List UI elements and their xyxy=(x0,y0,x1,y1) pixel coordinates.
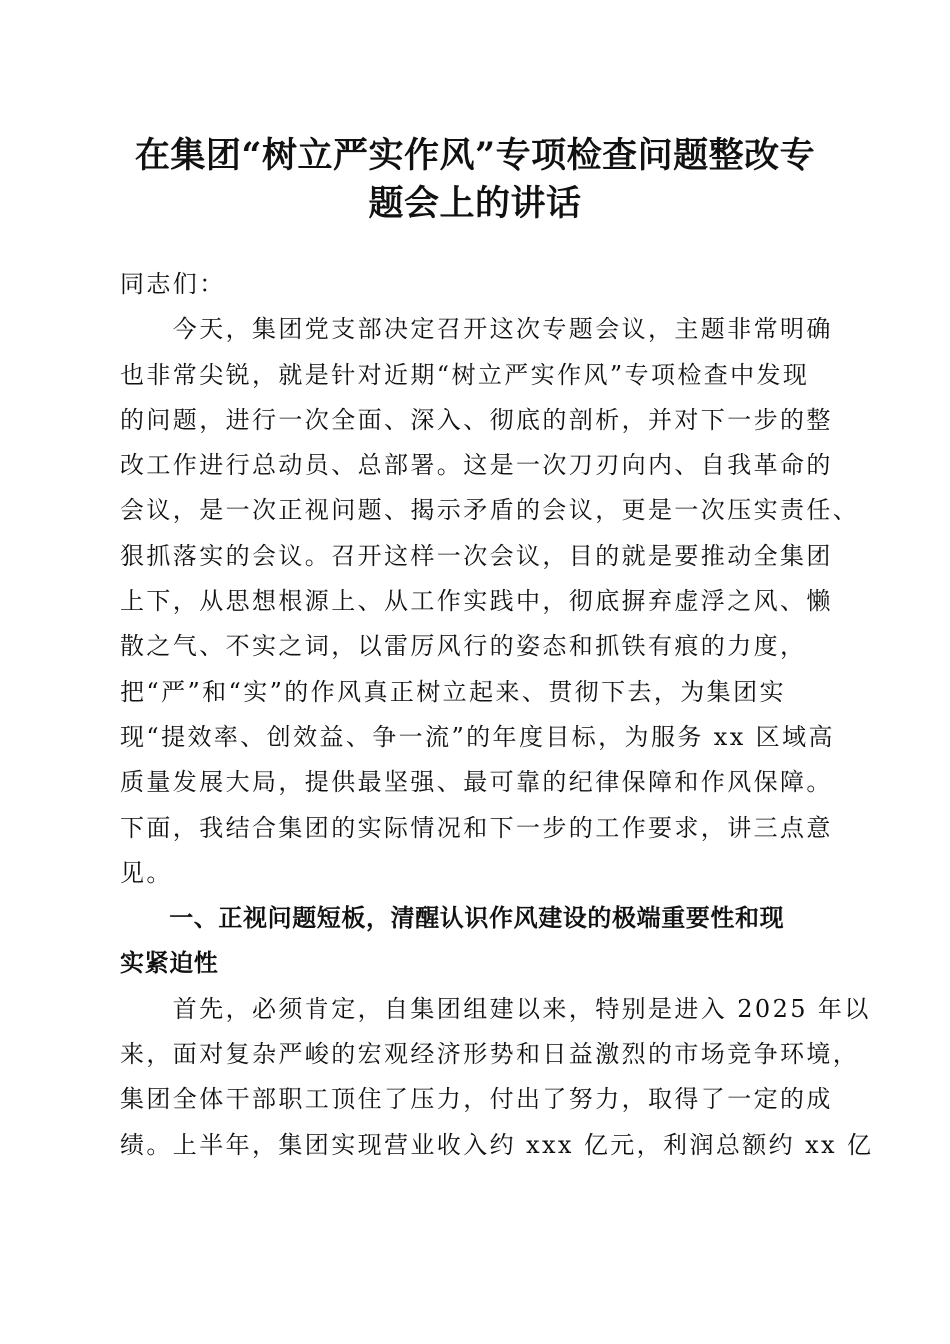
text-line: 狠抓落实的会议。召开这样一次会议，目的就是要推动全集团 xyxy=(120,541,833,570)
text-line: 现“提效率、创效益、争一流”的年度目标，为服务 xx 区域高 xyxy=(120,722,835,751)
text-line: 上下，从思想根源上、从工作实践中，彻底摒弃虚浮之风、懒 xyxy=(120,587,833,616)
paragraph-intro xyxy=(120,307,860,896)
document-body xyxy=(120,262,874,1168)
text-line: 质量发展大局，提供最坚强、最可靠的纪律保障和作风保障。 xyxy=(120,768,833,797)
salutation: 同志们： xyxy=(120,270,226,298)
section-heading-1 xyxy=(120,896,828,987)
text-line: 散之气、不实之词，以雷厉风行的姿态和抓铁有痕的力度， xyxy=(120,632,807,661)
text-line: 集团全体干部职工顶住了压力，付出了努力，取得了一定的成 xyxy=(120,1085,833,1114)
text-line: 的问题，进行一次全面、深入、彻底的剖析，并对下一步的整 xyxy=(120,405,833,434)
text-line: 首先，必须肯定，自集团组建以来，特别是进入 2025 年以 xyxy=(120,994,871,1023)
text-line: 改工作进行总动员、总部署。这是一次刀刃向内、自我革命的 xyxy=(120,451,833,480)
text-line: 会议，是一次正视问题、揭示矛盾的会议，更是一次压实责任、 xyxy=(120,496,860,525)
text-line: 把“严”和“实”的作风真正树立起来、贯彻下去，为集团实 xyxy=(120,677,786,706)
text-line: 今天，集团党支部决定召开这次专题会议，主题非常明确 xyxy=(120,315,833,344)
text-line: 也非常尖锐，就是针对近期“树立严实作风”专项检查中发现 xyxy=(120,360,810,389)
text-line: 来，面对复杂严峻的宏观经济形势和日益激烈的市场竞争环境， xyxy=(120,1040,860,1069)
text-line: 见。 xyxy=(120,858,173,887)
text-line: 下面，我结合集团的实际情况和下一步的工作要求，讲三点意 xyxy=(120,813,833,842)
title-line: 在集团“树立严实作风”专项检查问题整改专 xyxy=(134,135,816,176)
heading-line: 一、正视问题短板，清醒认识作风建设的极端重要性和现 xyxy=(120,904,785,933)
title-line: 题会上的讲话 xyxy=(368,183,582,224)
document-title xyxy=(100,132,850,228)
paragraph-section-1 xyxy=(120,987,874,1168)
text-line: 绩。上半年，集团实现营业收入约 xxx 亿元，利润总额约 xx 亿 xyxy=(120,1130,874,1159)
heading-line: 实紧迫性 xyxy=(120,949,219,978)
